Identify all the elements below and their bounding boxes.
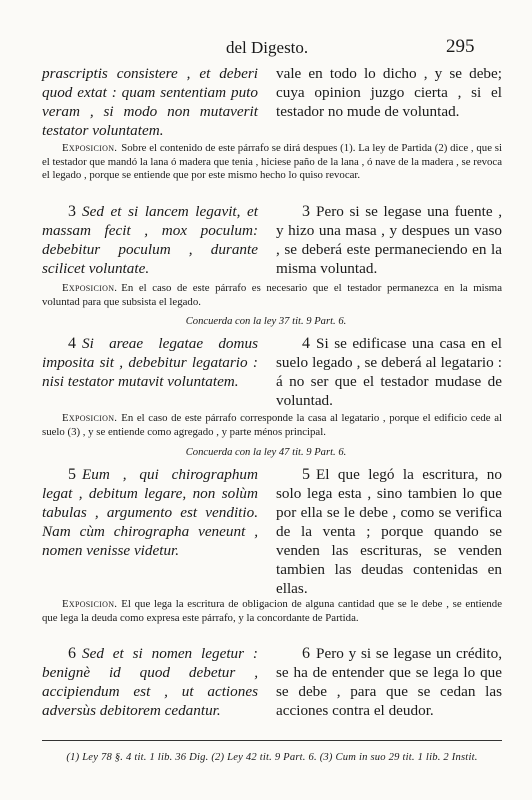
paragraph-number: 3 — [302, 203, 310, 220]
footnotes: (1) Ley 78 §. 4 tit. 1 lib. 36 Dig. (2) Ley 42 tit. 9 Part. 6. (3) Cum in suo 29 tit. 1 lib. 2 Instit. — [66, 752, 478, 763]
latin-text: 6 Sed et si nomen legetur : benignè id quod debetur , accipiendum est , ut actiones adversùs debitorem cedantur. — [42, 645, 258, 719]
latin-text: 3 Sed et si lancem legavit, et massam fecit , mox poculum: debebitur poculum , durante scilicet voluntate. — [42, 203, 258, 277]
concuerda-3: Concuerda con la ley 37 tit. 9 Part. 6. — [185, 316, 347, 327]
exposicion-0 — [42, 142, 502, 183]
section-5 — [42, 465, 502, 598]
paragraph-number: 5 — [68, 466, 76, 483]
paragraph-number: 4 — [302, 335, 310, 352]
latin-text: 5 Eum , qui chirographum legat , debitum legare, non solùm tabulas , argumento est venditio. Nam cùm chirographa veneunt , nomen venisse videtur. — [42, 466, 258, 559]
running-title: del Digesto. — [226, 38, 309, 57]
exposicion-5 — [42, 598, 502, 625]
latin-text: prascriptis consistere , et deberi quod extat : quam sententiam puto veram , si modo non mutaverit testator voluntatem. — [42, 65, 258, 139]
exposicion-text: En el caso de este párrafo corresponde la casa al legatario , porque el edificio cede al suelo (3) , y se entiende como agregado , y parte ménos principal. — [42, 412, 502, 438]
latin-text: 4 Si areae legatae domus imposita sit , debebitur legatario : nisi testator mutavit voluntatem. — [42, 335, 258, 390]
section-6 — [42, 644, 502, 720]
paragraph-number: 6 — [68, 645, 76, 662]
running-header — [0, 38, 532, 62]
exposicion-4 — [42, 412, 502, 439]
spanish-text: 6 Pero y si se legase un crédito, se ha de entender que se lega lo que se debe , para que se cedan las acciones contra el deudor. — [276, 645, 502, 719]
exposicion-label: Exposicion. — [62, 598, 118, 610]
exposicion-label: Exposicion. — [62, 282, 118, 294]
paragraph-number: 6 — [302, 645, 310, 662]
section-0 — [42, 64, 502, 140]
exposicion-3 — [42, 282, 502, 309]
page-number: 295 — [446, 36, 475, 57]
exposicion-label: Exposicion. — [62, 412, 118, 424]
paragraph-number: 3 — [68, 203, 76, 220]
spanish-text: 4 Si se edificase una casa en el suelo legado , se deberá al legatario : á no ser que el testador mudase de voluntad. — [276, 335, 502, 409]
spanish-text: vale en todo lo dicho , y se debe; cuya opinion juzgo cierta , si el testador no mude de voluntad. — [276, 65, 502, 120]
footnote-rule — [42, 740, 502, 741]
paragraph-number: 4 — [68, 335, 76, 352]
section-4 — [42, 334, 502, 410]
concuerda-4: Concuerda con la ley 47 tit. 9 Part. 6. — [185, 447, 347, 458]
spanish-text: 5 El que legó la escritura, no solo lega esta , sino tambien lo que por ella se le debe , como se verifica de la venta ; porque quando se venden las escrituras, se venden tambien las deudas contenidas en ellas. — [276, 466, 502, 597]
exposicion-text: El que lega la escritura de obligacion de alguna cantidad que se le debe , se entiende que lega la deuda como expresa este párrafo, y la concordante de Partida. — [42, 598, 502, 624]
paragraph-number: 5 — [302, 466, 310, 483]
section-3 — [42, 202, 502, 278]
spanish-text: 3 Pero si se legase una fuente , y hizo una masa , y despues un vaso , se deberá este permaneciendo en la misma voluntad. — [276, 203, 502, 277]
exposicion-text: En el caso de este párrafo es necesario que el testador permanezca en la misma voluntad para que subsista el legado. — [42, 282, 502, 308]
exposicion-label: Exposicion. — [62, 142, 118, 154]
exposicion-text: Sobre el contenido de este párrafo se dirá despues (1). La ley de Partida (2) dice , que si el testador que mandó la lana ó madera que tenia , hiciese paño de la lana , ó nave de la madera , se revoca el legado , porque se entiende que por este mismo hecho lo quiso revocar. — [42, 142, 502, 181]
